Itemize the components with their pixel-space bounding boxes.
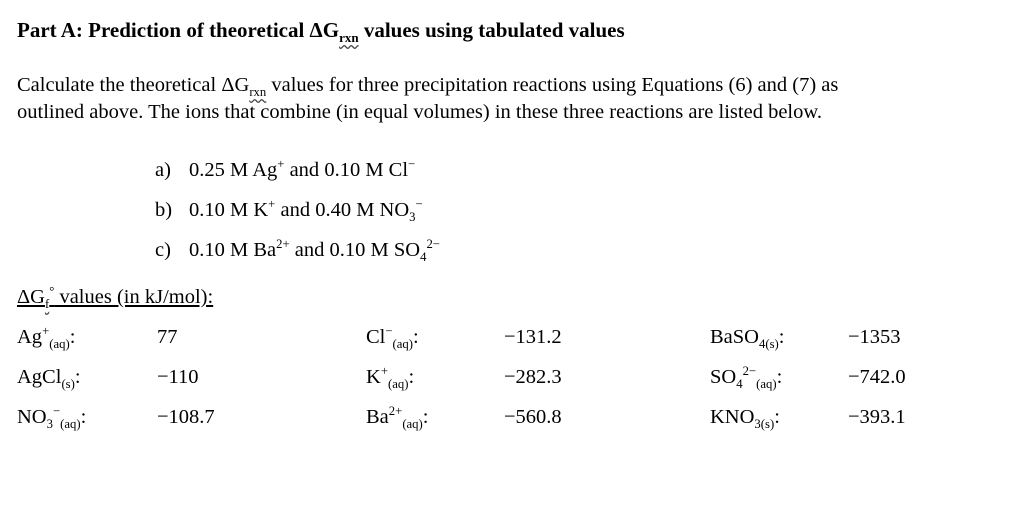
species-colon: : <box>408 366 415 388</box>
reaction-list <box>155 150 440 270</box>
species-subscript: 4 <box>736 377 743 392</box>
species-colon: : <box>778 326 785 348</box>
species-label <box>710 326 785 352</box>
instructions-rxn-subscript: rxn <box>249 85 267 100</box>
species-charge: + <box>380 364 388 379</box>
species-value: −110 <box>157 366 199 388</box>
species-subscript: 3 <box>46 417 53 432</box>
species-value: −393.1 <box>848 406 906 428</box>
reaction-ion-1: 0.10 M K <box>189 199 269 221</box>
species-formula: Ba <box>366 406 389 428</box>
reaction-ion-1-charge: + <box>277 157 285 172</box>
species-value: −560.8 <box>504 406 562 428</box>
table-title-degree-sign: ° <box>49 284 55 299</box>
species-subscript: 3(s) <box>754 417 775 432</box>
species-state: (aq) <box>49 337 70 352</box>
instructions-paragraph <box>17 72 1007 126</box>
reaction-ion-1: 0.10 M Ba <box>189 239 277 261</box>
species-formula: AgCl <box>17 366 62 388</box>
species-charge: − <box>385 324 393 339</box>
species-charge: − <box>52 404 61 419</box>
species-value: −108.7 <box>157 406 215 428</box>
reaction-joiner: and <box>284 159 325 181</box>
species-value: −282.3 <box>504 366 562 388</box>
species-label <box>366 364 415 392</box>
species-charge: + <box>42 324 50 339</box>
species-state: (aq) <box>756 377 777 392</box>
reaction-ion-1-charge: + <box>268 197 276 212</box>
reaction-ion-2: 0.10 M SO <box>329 239 421 261</box>
reaction-item-c <box>155 230 440 270</box>
species-colon: : <box>80 406 87 428</box>
reaction-ion-2-subscript: 3 <box>409 210 416 225</box>
species-formula: SO <box>710 366 737 388</box>
reaction-item-a <box>155 150 440 190</box>
species-label <box>17 366 81 392</box>
species-label <box>17 404 87 432</box>
reaction-letter: a) <box>155 159 171 181</box>
species-value: 77 <box>157 326 178 348</box>
reaction-joiner: and <box>275 199 316 221</box>
species-formula: Cl <box>366 326 386 348</box>
species-colon: : <box>776 366 783 388</box>
species-state: (aq) <box>392 337 413 352</box>
heading-suffix: values using tabulated values <box>358 18 625 42</box>
reaction-ion-1: 0.25 M Ag <box>189 159 278 181</box>
species-charge: 2+ <box>388 404 403 419</box>
instructions-line-1-prefix: Calculate the theoretical ΔG <box>17 74 250 96</box>
species-label <box>710 364 783 392</box>
table-title-prefix: ΔG <box>17 286 45 308</box>
reaction-ion-2: 0.10 M Cl <box>324 159 409 181</box>
species-state: (aq) <box>387 377 409 392</box>
reaction-ion-2-charge: 2− <box>426 237 440 252</box>
formation-energy-table-title <box>17 284 214 312</box>
heading-prefix: Part A: Prediction of theoretical ΔG <box>17 18 340 42</box>
instructions-line-2: outlined above. The ions that combine (in equal volumes) in these three reactions are listed below. <box>17 101 822 123</box>
table-title-suffix: values (in kJ/mol): <box>54 286 214 308</box>
reaction-letter: c) <box>155 239 171 261</box>
species-formula: BaSO <box>710 326 759 348</box>
reaction-ion-2-subscript: 4 <box>420 250 427 265</box>
species-formula: K <box>366 366 381 388</box>
table-title-f-subscript: f <box>45 297 50 312</box>
species-label <box>17 324 76 352</box>
section-heading <box>17 18 625 46</box>
reaction-ion-2: 0.40 M NO <box>315 199 410 221</box>
species-label <box>366 324 419 352</box>
heading-rxn-subscript: rxn <box>339 30 359 46</box>
reaction-ion-2-charge: − <box>415 197 423 212</box>
species-state: (aq) <box>60 417 81 432</box>
species-formula: KNO <box>710 406 755 428</box>
reaction-ion-1-charge: 2+ <box>276 237 290 252</box>
species-label <box>366 404 429 432</box>
species-state: (aq) <box>402 417 423 432</box>
species-charge: 2− <box>742 364 757 379</box>
species-colon: : <box>74 366 81 388</box>
species-value: −1353 <box>848 326 901 348</box>
species-label <box>710 406 780 432</box>
species-value: −131.2 <box>504 326 562 348</box>
species-formula: NO <box>17 406 47 428</box>
species-value: −742.0 <box>848 366 906 388</box>
instructions-line-1 <box>17 72 1007 99</box>
species-subscript: (s) <box>61 377 75 392</box>
reaction-ion-2-charge: − <box>408 157 416 172</box>
species-colon: : <box>69 326 76 348</box>
species-colon: : <box>422 406 429 428</box>
species-formula: Ag <box>17 326 43 348</box>
instructions-line-1-suffix: values for three precipitation reactions using Equations (6) and (7) as <box>266 74 839 96</box>
species-subscript: 4(s) <box>758 337 779 352</box>
species-colon: : <box>774 406 780 428</box>
species-colon: : <box>413 326 419 348</box>
reaction-joiner: and <box>289 239 330 261</box>
reaction-letter: b) <box>155 199 173 221</box>
reaction-item-b <box>155 190 440 230</box>
